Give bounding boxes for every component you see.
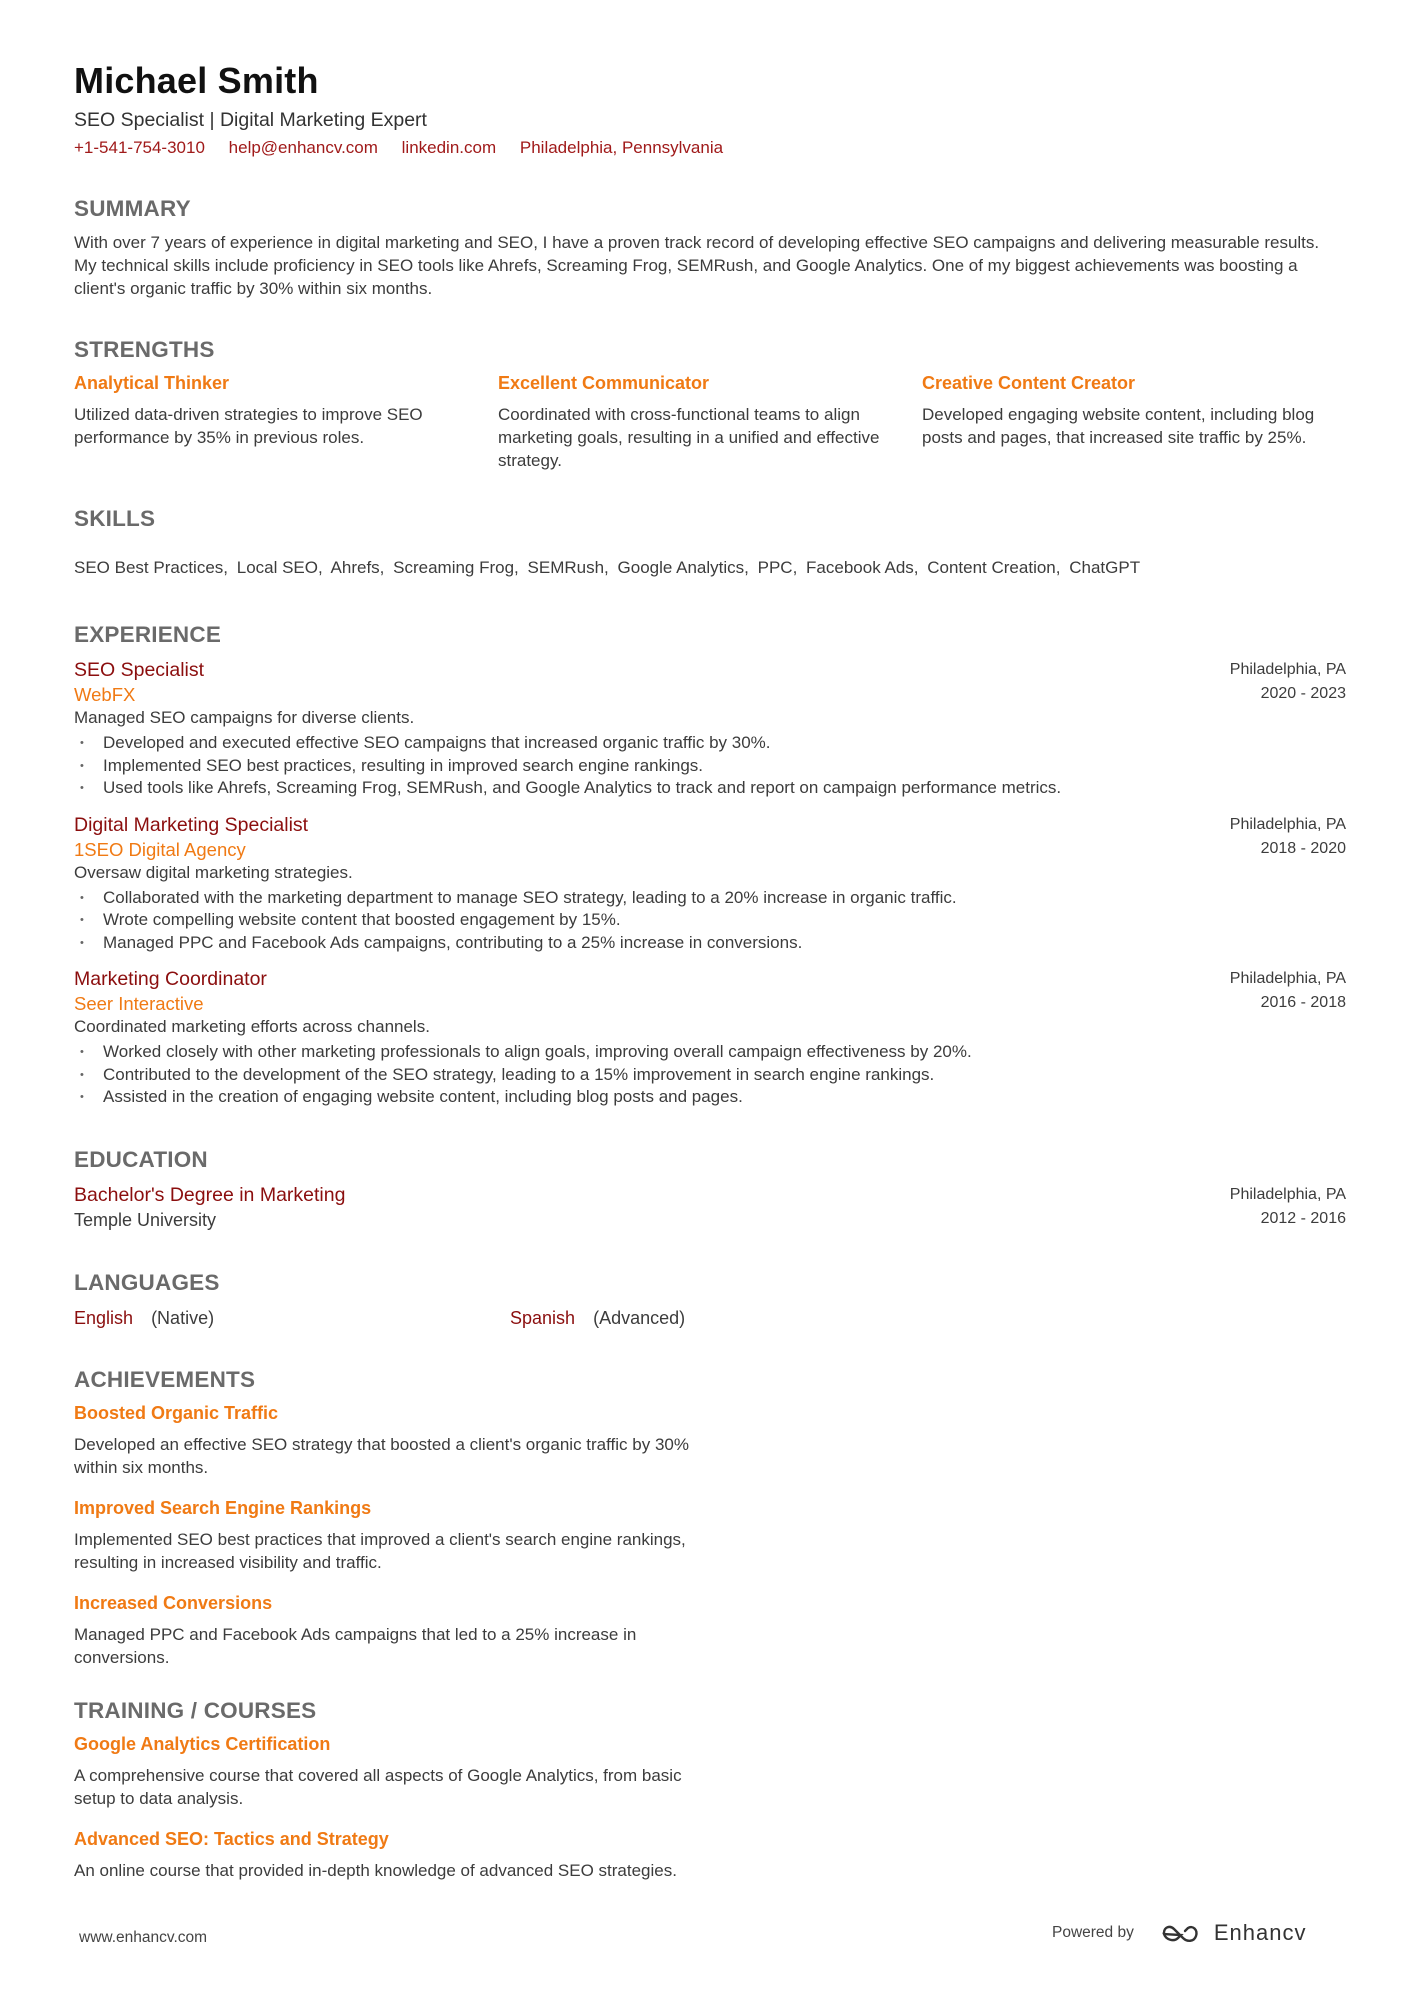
section-heading: LANGUAGES [74, 1269, 220, 1295]
section-heading: EXPERIENCE [74, 622, 222, 648]
job-company: WebFX [74, 684, 136, 706]
summary-text: With over 7 years of experience in digital marketing and SEO, I have a proven track record of developing effective SEO campaigns and delivering measurable results. My technical skills include proficiency in SEO tools like Ahrefs, Screaming Frog, SEMRush, and Google Analytics. One of my biggest achievements was boosting a client's organic traffic by 30% within six months. [74, 233, 1320, 299]
language-level: (Native) [151, 1307, 215, 1328]
section-heading: ACHIEVEMENTS [74, 1366, 256, 1392]
section-heading: SUMMARY [74, 196, 191, 222]
phone-link[interactable]: +1-541-754-3010 [74, 138, 205, 158]
skill-tag: Screaming Frog, [393, 558, 519, 578]
email-link[interactable]: help@enhancv.com [228, 138, 378, 158]
achievement-title: Improved Search Engine Rankings [74, 1497, 372, 1518]
job-description: Managed SEO campaigns for diverse clients. [74, 708, 415, 728]
job-company: Seer Interactive [74, 993, 204, 1015]
achievement-title: Boosted Organic Traffic [74, 1402, 279, 1423]
job-description: Oversaw digital marketing strategies. [74, 862, 353, 882]
course-text: An online course that provided in-depth knowledge of advanced SEO strategies. [74, 1860, 677, 1880]
job-bullet: • Implemented SEO best practices, resulting in improved search engine rankings. [74, 755, 1174, 778]
candidate-title: SEO Specialist | Digital Marketing Expert [74, 109, 427, 132]
powered-by-label: Powered by [1052, 1924, 1134, 1941]
candidate-name: Michael Smith [74, 60, 319, 101]
job-title: SEO Specialist [74, 659, 205, 682]
education-dates: 2012 - 2016 [1260, 1209, 1346, 1227]
strength-text: Coordinated with cross-functional teams to align marketing goals, resulting in a unified and effective strategy. [498, 405, 880, 471]
job-bullet: • Worked closely with other marketing professionals to align goals, improving overall campaign effectiveness by 20%. [74, 1041, 1174, 1064]
achievement-text: Managed PPC and Facebook Ads campaigns that led to a 25% increase in conversions. [74, 1624, 637, 1667]
job-dates: 2020 - 2023 [1260, 685, 1346, 703]
achievement-item [74, 1593, 728, 1669]
job-bullet: • Contributed to the development of the SEO strategy, leading to a 15% improvement in search engine rankings. [74, 1064, 1174, 1087]
course-item [74, 1734, 728, 1810]
achievements-section [74, 1367, 1346, 1688]
footer-website[interactable]: www.enhancv.com [79, 1929, 208, 1946]
job-bullets [74, 732, 1174, 800]
strength-text: Developed engaging website content, including blog posts and pages, that increased site traffic by 25%. [922, 405, 1315, 448]
skills-section [74, 506, 1346, 578]
section-heading: STRENGTHS [74, 337, 215, 363]
job-bullets [74, 887, 1174, 955]
job-dates: 2018 - 2020 [1260, 839, 1346, 857]
degree-title: Bachelor's Degree in Marketing [74, 1183, 346, 1206]
skill-tag: Ahrefs, [330, 558, 385, 578]
section-heading: SKILLS [74, 506, 156, 532]
education-location: Philadelphia, PA [1229, 1185, 1346, 1203]
strength-title: Excellent Communicator [498, 373, 710, 394]
skill-tag: ChatGPT [1069, 558, 1141, 578]
section-heading: TRAINING / COURSES [74, 1697, 317, 1723]
achievement-text: Developed an effective SEO strategy that boosted a client's organic traffic by 30% within six months. [74, 1434, 689, 1477]
job-title: Marketing Coordinator [74, 968, 267, 991]
job-company: 1SEO Digital Agency [74, 838, 246, 860]
job-bullet: • Managed PPC and Facebook Ads campaigns, contributing to a 25% increase in conversions. [74, 932, 1174, 955]
skill-tag: SEO Best Practices, [74, 558, 228, 578]
job-bullet: • Developed and executed effective SEO campaigns that increased organic traffic by 30%. [74, 732, 1174, 755]
job-bullet: • Assisted in the creation of engaging website content, including blog posts and pages. [74, 1086, 1174, 1109]
experience-section [74, 622, 1346, 1109]
job-bullet: • Used tools like Ahrefs, Screaming Frog, SEMRush, and Google Analytics to track and report on campaign performance metrics. [74, 777, 1174, 800]
job-location: Philadelphia, PA [1229, 970, 1346, 988]
strength-text: Utilized data-driven strategies to improve SEO performance by 35% in previous roles. [74, 405, 423, 448]
language-item [510, 1308, 946, 1329]
linkedin-link[interactable]: linkedin.com [401, 138, 497, 158]
achievement-item [74, 1498, 728, 1574]
strength-item [498, 373, 922, 472]
enhancv-logo-icon [1160, 1921, 1206, 1945]
job-bullet: • Collaborated with the marketing department to manage SEO strategy, leading to a 20% increase in organic traffic. [74, 887, 1174, 910]
job-description: Coordinated marketing efforts across channels. [74, 1017, 430, 1037]
language-item [74, 1308, 510, 1329]
job-entry [74, 967, 1346, 1109]
skill-tag: Content Creation, [927, 558, 1061, 578]
brand-logo[interactable] [1160, 1920, 1307, 1946]
language-name: Spanish [510, 1307, 576, 1328]
education-entry [74, 1183, 1346, 1232]
footer-branding [1052, 1920, 1306, 1946]
resume-page [74, 60, 1346, 1901]
skill-tag: PPC, [757, 558, 798, 578]
strength-item [74, 373, 498, 472]
job-dates: 2016 - 2018 [1260, 994, 1346, 1012]
job-location: Philadelphia, PA [1229, 815, 1346, 833]
course-text: A comprehensive course that covered all aspects of Google Analytics, from basic setup to data analysis. [74, 1765, 682, 1808]
skill-tag: Local SEO, [236, 558, 323, 578]
summary-section [74, 196, 1346, 300]
course-item [74, 1829, 728, 1882]
training-section [74, 1698, 1346, 1901]
skill-tag: Facebook Ads, [806, 558, 919, 578]
job-title: Digital Marketing Specialist [74, 813, 309, 836]
brand-name: Enhancv [1213, 1920, 1307, 1945]
skills-list [74, 558, 1346, 578]
job-entry [74, 658, 1346, 800]
strength-title: Creative Content Creator [922, 373, 1136, 394]
strength-item [922, 373, 1346, 472]
skill-tag: Google Analytics, [617, 558, 749, 578]
language-name: English [74, 1307, 134, 1328]
section-heading: EDUCATION [74, 1146, 208, 1172]
course-title: Advanced SEO: Tactics and Strategy [74, 1828, 389, 1849]
job-entry [74, 813, 1346, 955]
languages-section [74, 1270, 1346, 1329]
job-bullet: • Wrote compelling website content that boosted engagement by 15%. [74, 909, 1174, 932]
achievement-item [74, 1403, 728, 1479]
course-title: Google Analytics Certification [74, 1733, 331, 1754]
contact-line [74, 138, 1346, 158]
education-section [74, 1147, 1346, 1232]
strength-title: Analytical Thinker [74, 373, 230, 394]
achievement-title: Increased Conversions [74, 1592, 273, 1613]
location-text: Philadelphia, Pennsylvania [519, 138, 724, 158]
language-level: (Advanced) [593, 1307, 686, 1328]
strengths-section [74, 337, 1346, 472]
skill-tag: SEMRush, [527, 558, 609, 578]
achievement-text: Implemented SEO best practices that improved a client's search engine rankings, resulting in increased visibility and traffic. [74, 1529, 686, 1572]
school-name: Temple University [74, 1209, 217, 1230]
job-bullets [74, 1041, 1174, 1109]
job-location: Philadelphia, PA [1229, 661, 1346, 679]
